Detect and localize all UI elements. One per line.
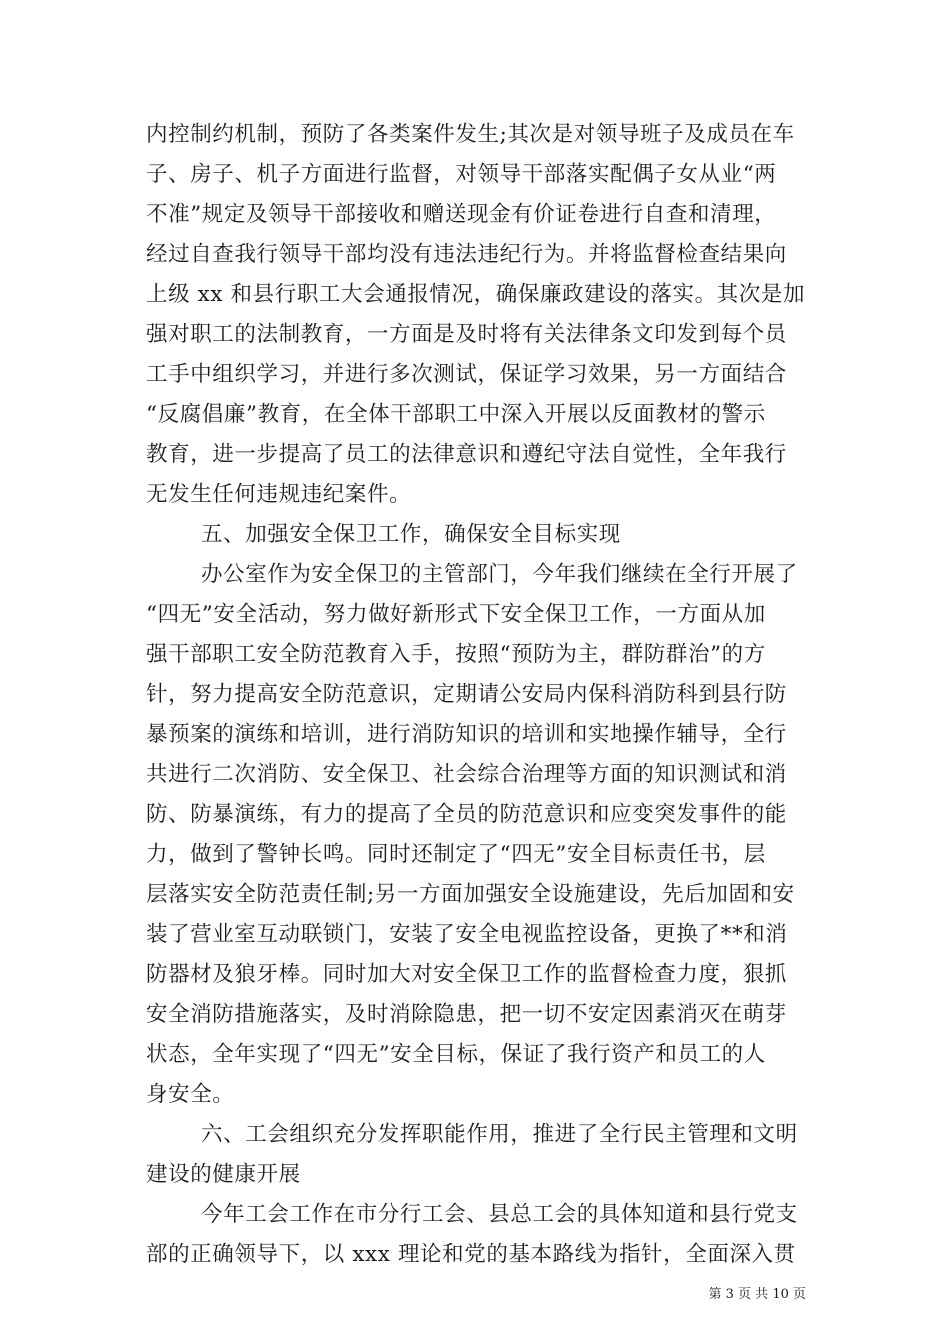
text-line: 层落实安全防范责任制;另一方面加强安全设施建设，先后加固和安 (146, 882, 795, 907)
page-number: 第 3 页 共 10 页 (708, 1287, 806, 1302)
text-line: 教育，进一步提高了员工的法律意识和遵纪守法自觉性，全年我行 (146, 442, 787, 467)
text-line: 针，努力提高安全防范意识，定期请公安局内保科消防科到县行防 (146, 682, 787, 707)
text-line: “反腐倡廉”教育，在全体干部职工中深入开展以反面教材的警示 (146, 402, 766, 427)
text-line: 上级 xx 和县行职工大会通报情况，确保廉政建设的落实。其次是加 (146, 282, 806, 307)
section-heading: 六、工会组织充分发挥职能作用，推进了全行民主管理和文明 (201, 1122, 798, 1147)
text-line: 防器材及狼牙棒。同时加大对安全保卫工作的监督检查力度，狠抓 (146, 962, 787, 987)
text-line: 防、防暴演练，有力的提高了全员的防范意识和应变突发事件的能 (146, 802, 787, 827)
text-line: 力，做到了警钟长鸣。同时还制定了“四无”安全目标责任书，层 (146, 842, 766, 867)
text-line: 经过自查我行领导干部均没有违法违纪行为。并将监督检查结果向 (146, 242, 787, 267)
text-line: 身安全。 (146, 1082, 235, 1107)
text-line: 今年工会工作在市分行工会、县总工会的具体知道和县行党支 (201, 1202, 798, 1227)
text-line: 无发生任何违规违纪案件。 (146, 482, 412, 507)
text-line: 强对职工的法制教育，一方面是及时将有关法律条文印发到每个员 (146, 322, 787, 347)
text-line: 内控制约机制，预防了各类案件发生;其次是对领导班子及成员在车 (146, 122, 795, 147)
text-line: 安全消防措施落实，及时消除隐患，把一切不安定因素消灭在萌芽 (146, 1002, 787, 1027)
text-line: 工手中组织学习，并进行多次测试，保证学习效果，另一方面结合 (146, 362, 787, 387)
text-line: 部的正确领导下，以 xxx 理论和党的基本路线为指针，全面深入贯 (146, 1242, 796, 1267)
text-line: 强干部职工安全防范教育入手，按照“预防为主，群防群治”的方 (146, 642, 766, 667)
section-heading: 五、加强安全保卫工作，确保安全目标实现 (201, 522, 621, 547)
section-heading: 建设的健康开展 (146, 1162, 301, 1187)
text-line: 暴预案的演练和培训，进行消防知识的培训和实地操作辅导，全行 (146, 722, 787, 747)
text-line: 办公室作为安全保卫的主管部门，今年我们继续在全行开展了 (201, 562, 798, 587)
text-line: 不准”规定及领导干部接收和赠送现金有价证卷进行自查和清理， (146, 202, 777, 227)
text-line: 装了营业室互动联锁门，安装了安全电视监控设备，更换了**和消 (146, 922, 788, 947)
text-line: 状态，全年实现了“四无”安全目标，保证了我行资产和员工的人 (146, 1042, 766, 1067)
text-line: 共进行二次消防、安全保卫、社会综合治理等方面的知识测试和消 (146, 762, 787, 787)
text-line: “四无”安全活动，努力做好新形式下安全保卫工作，一方面从加 (146, 602, 766, 627)
text-line: 子、房子、机子方面进行监督，对领导干部落实配偶子女从业“两 (146, 162, 777, 187)
